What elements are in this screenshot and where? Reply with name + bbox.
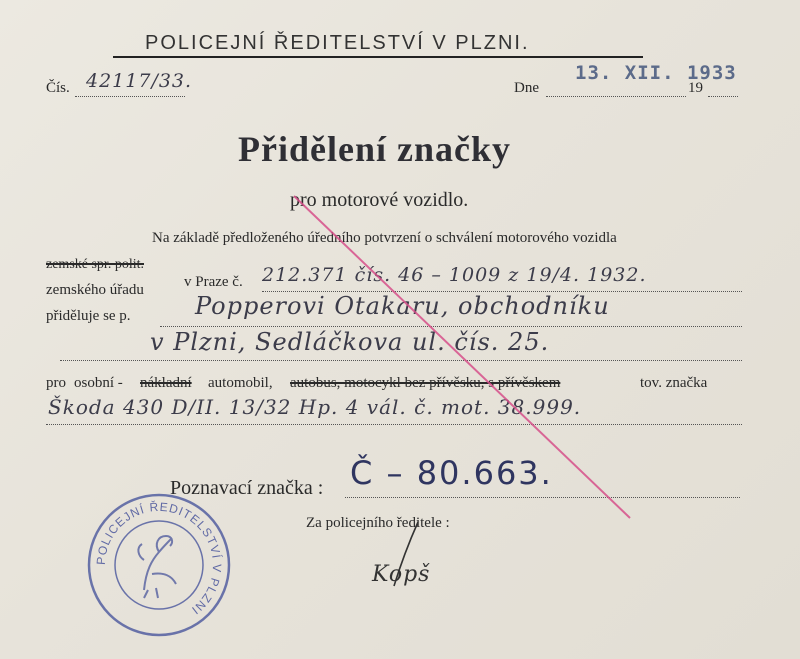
document-title: Přidělení značky bbox=[238, 129, 511, 169]
v-praze-label: v Praze č. bbox=[184, 274, 243, 290]
cis-label: Čís. bbox=[46, 80, 70, 96]
dne-label: Dne bbox=[514, 80, 539, 96]
v-praze-value: 212.371 čís. 46 – 1009 z 19/4. 1932. bbox=[262, 264, 647, 286]
automobil-label: automobil, bbox=[208, 375, 273, 391]
vehicle-description: Škoda 430 D/II. 13/32 Hp. 4 vál. č. mot. 38.999. bbox=[48, 395, 582, 419]
signature-flourish bbox=[380, 520, 440, 590]
pink-pencil-line bbox=[290, 190, 650, 530]
pro-label: pro bbox=[46, 375, 66, 391]
police-stamp bbox=[84, 490, 234, 640]
plate-label: Poznavací značka : bbox=[170, 477, 324, 499]
year-prefix: 19 bbox=[688, 80, 703, 96]
header-rule bbox=[113, 56, 643, 58]
prideluje-label: přiděluje se p. bbox=[46, 308, 131, 324]
stamp-ring-text: POLICEJNÍ ŘEDITELSTVÍ V PLZNI bbox=[93, 499, 225, 618]
struck-nakladni: nákladní bbox=[140, 375, 192, 391]
cis-value: 42117/33. bbox=[86, 70, 193, 92]
signature-label: Za policejního ředitele : bbox=[306, 515, 450, 531]
date-stamp: 13. XII. 1933 bbox=[575, 62, 737, 84]
document-subtitle: pro motorové vozidlo. bbox=[290, 189, 469, 211]
signature: Kopš bbox=[372, 562, 431, 587]
body-line-1: Na základě předloženého úředního potvrzení o schválení motorového vozidla bbox=[152, 230, 617, 246]
lion-emblem-icon bbox=[138, 536, 176, 598]
struck-authority: zemské spr. polit. bbox=[46, 257, 144, 272]
owner-line-1: Popperovi Otakaru, obchodníku bbox=[195, 292, 610, 320]
svg-text:POLICEJNÍ ŘEDITELSTVÍ V PLZNI bbox=[94, 499, 225, 618]
plate-value: Č – 80.663. bbox=[350, 454, 553, 492]
owner-line-2: v Plzni, Sedláčkova ul. čís. 25. bbox=[150, 328, 550, 356]
zemskeho-uradu-label: zemského úřadu bbox=[46, 282, 144, 298]
osobni-label: osobní - bbox=[74, 375, 123, 391]
office-header: POLICEJNÍ ŘEDITELSTVÍ V PLZNI. bbox=[145, 32, 530, 54]
struck-vehicle-options: autobus, motocykl bez přívěsku, s přívěskem bbox=[290, 375, 561, 391]
tov-znacka-label: tov. značka bbox=[640, 375, 708, 391]
